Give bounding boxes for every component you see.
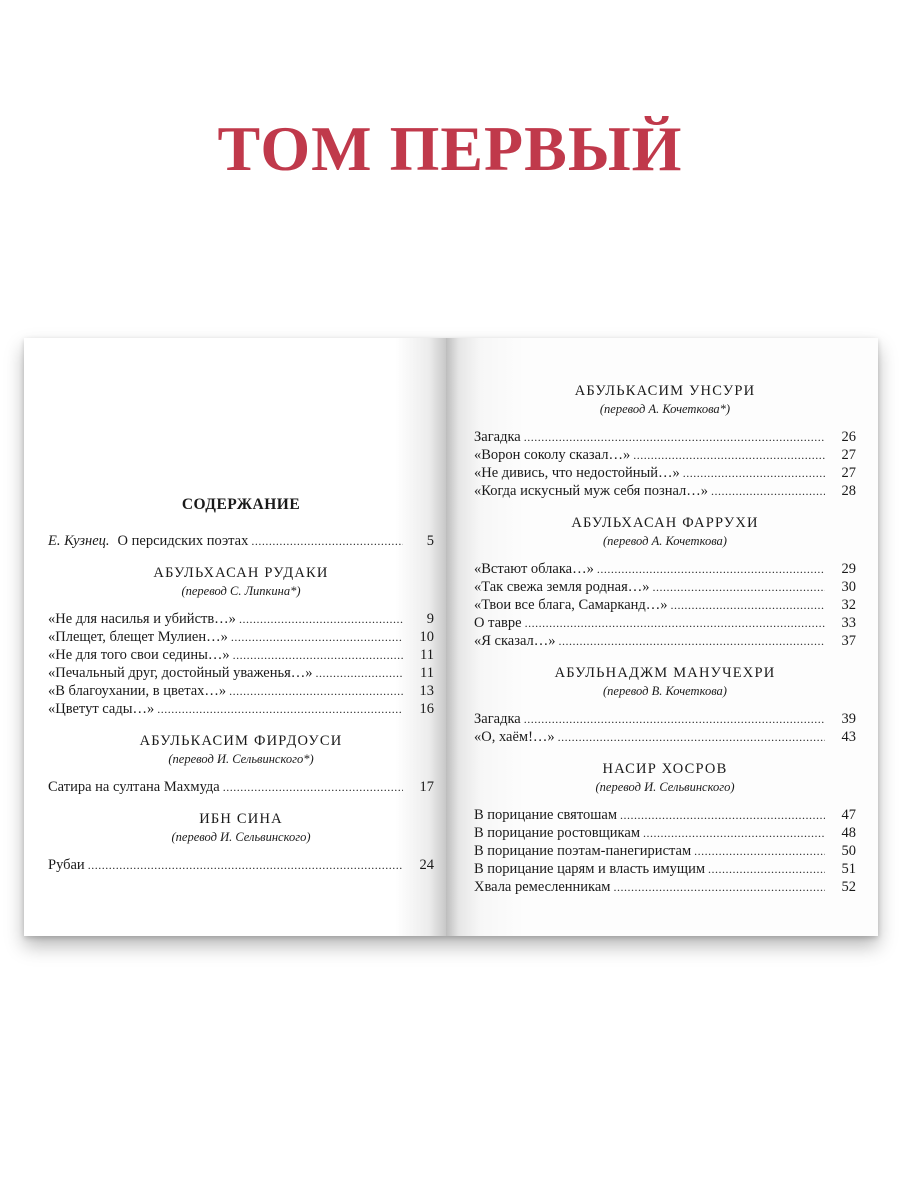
section-translator: (перевод С. Липкина*) [181,584,301,598]
entry-title: «Цветут сады…» [48,701,155,717]
section-author: АБУЛЬКАСИМ ФИРДОУСИ [139,733,343,749]
dot-leader [231,628,403,646]
entry-title: «Встают облака…» [474,561,594,577]
dot-leader [559,632,825,650]
section-translator: (перевод И. Сельвинского) [595,780,735,794]
toc-entry[interactable] [48,682,434,700]
section-translator: (перевод А. Кочеткова) [603,534,727,548]
dot-leader [671,596,825,614]
toc-entry[interactable] [474,482,856,500]
left-page-content [48,496,434,888]
entry-page-number: 52 [841,879,856,895]
toc-entry[interactable] [474,728,856,746]
entry-title: «Не дивись, что недостойный…» [474,465,680,481]
toc-entry[interactable] [474,806,856,824]
right-sections [474,382,856,896]
entry-page-number: 26 [841,429,856,445]
entry-title: «Когда искусный муж себя познал…» [474,483,709,499]
toc-entry[interactable] [474,596,856,614]
dot-leader [525,614,825,632]
entry-page-number: 33 [841,615,856,631]
toc-entry[interactable] [48,664,434,682]
toc-entry-intro[interactable] [48,532,434,550]
entry-title: «О, хаём!…» [474,729,555,745]
entry-title: Сатира на султана Махмуда [48,779,220,795]
dot-leader [524,428,825,446]
left-page [24,338,446,936]
toc-entry[interactable] [474,464,856,482]
dot-leader [694,842,825,860]
toc-entry[interactable] [474,614,856,632]
dot-leader [524,710,825,728]
intro-page-number: 5 [426,533,434,549]
left-sections [48,564,434,874]
entry-page-number: 11 [420,647,434,663]
entry-title: Загадка [474,429,521,445]
section-translator: (перевод И. Сельвинского) [171,830,311,844]
intro-author: Е. Кузнец. [48,533,110,549]
entry-title: Хвала ремесленникам [474,879,611,895]
toc-entry[interactable] [48,856,434,874]
toc-entry[interactable] [474,710,856,728]
entry-page-number: 16 [419,701,434,717]
toc-entry[interactable] [48,610,434,628]
dot-leader [597,560,825,578]
entry-page-number: 13 [419,683,434,699]
entry-title: В порицание святошам [474,807,618,823]
dot-leader [239,610,403,628]
entry-title: «Ворон соколу сказал…» [474,447,631,463]
section-author: НАСИР ХОСРОВ [602,761,728,777]
dot-leader [229,682,403,700]
toc-section [48,810,434,874]
entry-page-number: 47 [841,807,856,823]
dot-leader [316,664,404,682]
entry-page-number: 28 [841,483,856,499]
toc-entry[interactable] [474,632,856,650]
section-translator: (перевод В. Кочеткова) [603,684,727,698]
entry-title: В порицание царям и власть имущим [474,861,706,877]
entry-title: «Так свежа земля родная…» [474,579,650,595]
toc-entry[interactable] [48,700,434,718]
toc-entry[interactable] [474,428,856,446]
section-translator: (перевод А. Кочеткова*) [599,402,731,416]
right-page-content [474,382,856,910]
entry-title: «Не для того свои седины…» [48,647,230,663]
toc-section [474,760,856,896]
dot-leader [643,824,825,842]
dot-leader [233,646,403,664]
entry-page-number: 39 [841,711,856,727]
entry-title: В порицание поэтам-панегиристам [474,843,692,859]
entry-page-number: 10 [419,629,434,645]
entry-page-number: 30 [841,579,856,595]
entry-title: В порицание ростовщикам [474,825,640,841]
entry-page-number: 27 [841,447,856,463]
entry-title: «Печальный друг, достойный уваженья…» [48,665,313,681]
entry-title: О тавре [474,615,522,631]
toc-section [48,564,434,718]
dot-leader [251,532,403,550]
section-author: ИБН СИНА [199,811,283,827]
entry-title: Рубаи [48,857,85,873]
dot-leader [157,700,403,718]
dot-leader [683,464,825,482]
dot-leader [558,728,825,746]
toc-entry[interactable] [48,778,434,796]
toc-entry[interactable] [474,560,856,578]
toc-entry[interactable] [474,578,856,596]
dot-leader [613,878,825,896]
section-author: АБУЛЬНАДЖМ МАНУЧЕХРИ [554,665,776,681]
entry-page-number: 27 [841,465,856,481]
right-page [446,338,878,936]
entry-page-number: 29 [841,561,856,577]
section-author: АБУЛЬХАСАН ФАРРУХИ [571,515,759,531]
entry-page-number: 50 [841,843,856,859]
entry-page-number: 48 [841,825,856,841]
entry-page-number: 17 [419,779,434,795]
dot-leader [223,778,403,796]
entry-page-number: 11 [420,665,434,681]
dot-leader [633,446,825,464]
toc-entry[interactable] [474,842,856,860]
entry-page-number: 37 [841,633,856,649]
dot-leader [620,806,825,824]
entry-page-number: 43 [841,729,856,745]
toc-title: СОДЕРЖАНИЕ [181,496,301,513]
section-author: АБУЛЬХАСАН РУДАКИ [153,565,329,581]
section-translator: (перевод И. Сельвинского*) [168,752,314,766]
entry-page-number: 24 [419,857,434,873]
entry-page-number: 51 [841,861,856,877]
dot-leader [88,856,403,874]
dot-leader [711,482,825,500]
open-book [24,338,878,936]
section-author: АБУЛЬКАСИМ УНСУРИ [574,383,756,399]
entry-title: «Твои все блага, Самарканд…» [474,597,668,613]
toc-entry[interactable] [48,628,434,646]
toc-entry[interactable] [474,824,856,842]
entry-title: «В благоухании, в цветах…» [48,683,227,699]
toc-section [474,514,856,650]
toc-section [474,382,856,500]
toc-entry[interactable] [474,446,856,464]
entry-title: «Плещет, блещет Мулиен…» [48,629,228,645]
toc-section [48,732,434,796]
dot-leader [653,578,825,596]
volume-heading: ТОМ ПЕРВЫЙ [217,113,683,184]
entry-title: Загадка [474,711,521,727]
intro-title: О персидских поэтах [117,533,249,549]
toc-entry[interactable] [474,860,856,878]
dot-leader [708,860,825,878]
toc-entry[interactable] [474,878,856,896]
entry-title: «Не для насилья и убийств…» [48,611,236,627]
entry-page-number: 9 [426,611,434,627]
toc-section [474,664,856,746]
entry-page-number: 32 [841,597,856,613]
toc-entry[interactable] [48,646,434,664]
entry-title: «Я сказал…» [474,633,556,649]
